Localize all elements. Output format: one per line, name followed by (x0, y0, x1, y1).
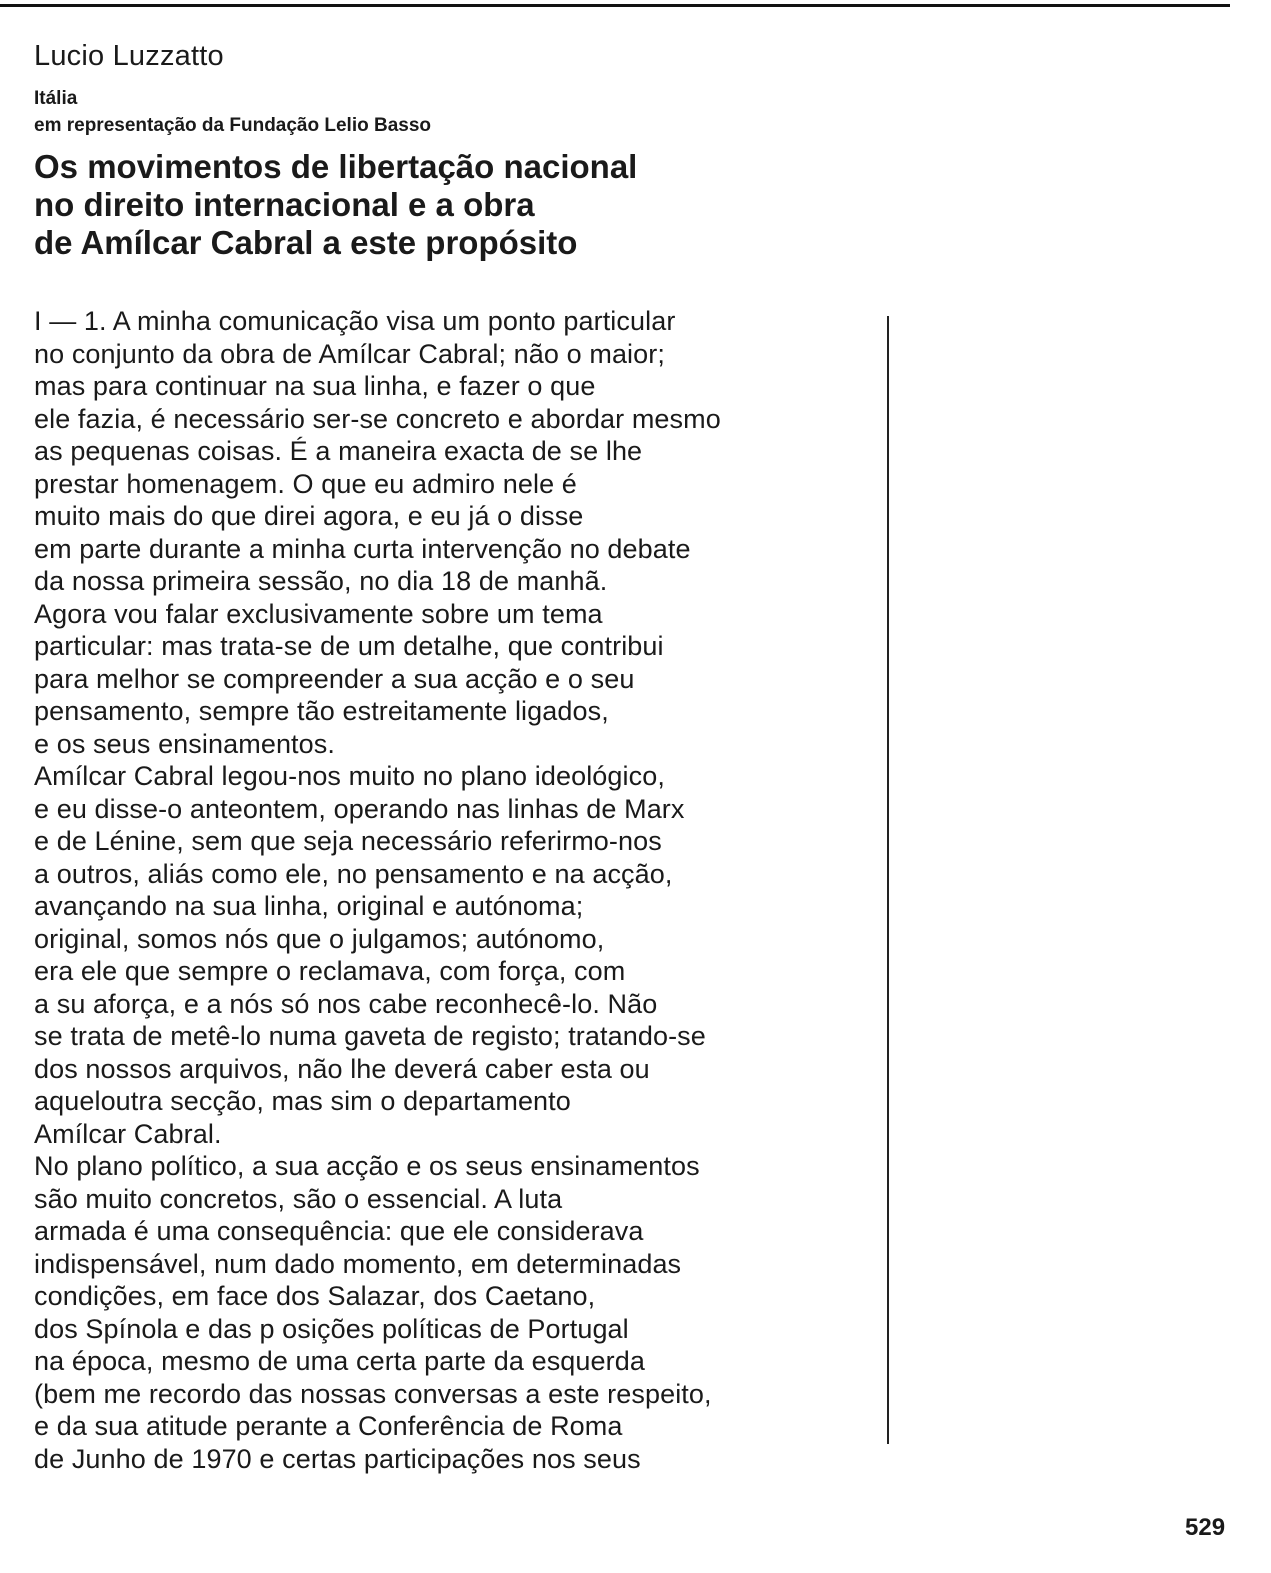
body-line: armada é uma consequência: que ele considerava (34, 1216, 644, 1246)
article-body (34, 305, 884, 1475)
author-organization: em representação da Fundação Lelio Basso (34, 115, 432, 136)
title-line: no direito internacional e a obra (34, 186, 535, 223)
body-line: pensamento, sempre tão estreitamente ligados, (34, 696, 609, 726)
body-line: e da sua atitude perante a Conferência de Roma (34, 1411, 623, 1441)
page-number: 529 (1185, 1514, 1226, 1541)
body-line: I — 1. A minha comunicação visa um ponto particular (34, 306, 676, 336)
body-line: e eu disse-o anteontem, operando nas linhas de Marx (34, 793, 685, 824)
body-line: prestar homenagem. O que eu admiro nele é (34, 468, 577, 499)
body-line: condições, em face dos Salazar, dos Caetano, (34, 1281, 596, 1311)
body-line: para melhor se compreender a sua acção e o seu (34, 663, 635, 694)
body-line: Agora vou falar exclusivamente sobre um tema (34, 598, 603, 629)
margin-rule (887, 316, 889, 1444)
body-line: da nossa primeira sessão, no dia 18 de manhã. (34, 566, 608, 596)
body-line: ele fazia, é necessário ser-se concreto e abordar mesmo (34, 403, 721, 434)
body-line: de Junho de 1970 e certas participações nos seus (34, 1443, 641, 1474)
body-line: as pequenas coisas. É a maneira exacta de se lhe (34, 436, 643, 466)
author-country: Itália (34, 88, 78, 109)
top-rule (0, 4, 1230, 7)
body-line: era ele que sempre o reclamava, com força, com (34, 956, 626, 986)
body-line: e os seus ensinamentos. (34, 728, 335, 759)
body-line: dos Spínola e das p osições políticas de Portugal (34, 1313, 629, 1344)
body-line: particular: mas trata-se de um detalhe, que contribui (34, 631, 664, 661)
body-line: a su aforça, e a nós só nos cabe reconhecê-lo. Não (34, 988, 658, 1019)
body-line: Amílcar Cabral. (34, 1118, 222, 1149)
body-line: original, somos nós que o julgamos; autónomo, (34, 923, 605, 954)
author-name: Lucio Luzzatto (34, 40, 224, 72)
title-line: Os movimentos de libertação nacional (34, 148, 638, 185)
body-line: avançando na sua linha, original e autónoma; (34, 891, 584, 921)
body-line: no conjunto da obra de Amílcar Cabral; não o maior; (34, 338, 665, 369)
body-line: aqueloutra secção, mas sim o departamento (34, 1086, 571, 1116)
body-line: Amílcar Cabral legou-nos muito no plano ideológico, (34, 761, 665, 791)
body-line: dos nossos arquivos, não lhe deverá caber esta ou (34, 1053, 650, 1084)
body-line: e de Lénine, sem que seja necessário referirmo-nos (34, 826, 662, 856)
title-line: de Amílcar Cabral a este propósito (34, 224, 578, 261)
body-line: a outros, aliás como ele, no pensamento e na acção, (34, 858, 673, 889)
body-line: em parte durante a minha curta intervenção no debate (34, 533, 691, 564)
article-title (34, 148, 637, 262)
body-line: se trata de metê-lo numa gaveta de registo; tratando-se (34, 1021, 706, 1051)
body-line: mas para continuar na sua linha, e fazer o que (34, 371, 596, 401)
body-line: indispensável, num dado momento, em determinadas (34, 1248, 682, 1279)
body-line: No plano político, a sua acção e os seus ensinamentos (34, 1151, 700, 1181)
body-line: são muito concretos, são o essencial. A luta (34, 1183, 563, 1214)
body-line: muito mais do que direi agora, e eu já o disse (34, 501, 584, 531)
body-line: (bem me recordo das nossas conversas a este respeito, (34, 1378, 712, 1409)
body-line: na época, mesmo de uma certa parte da esquerda (34, 1346, 645, 1376)
